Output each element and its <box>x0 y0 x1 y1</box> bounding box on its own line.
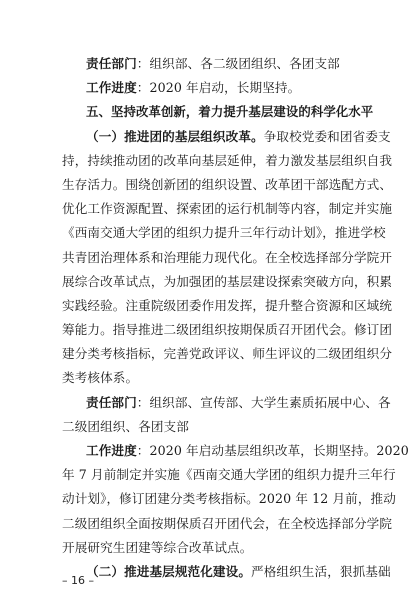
paragraph-line: 共青团治理体系和治理能力现代化。在全校选择部分学院开 <box>62 249 393 265</box>
responsible-dept-label: 责任部门 <box>86 56 137 71</box>
subsection-title: （二）推进基层规范化建设。 <box>86 563 252 579</box>
responsible-dept-text: ：组织部、各二级团组织、各团支部 <box>136 56 340 71</box>
work-progress-line <box>62 439 409 463</box>
paragraph-line <box>62 560 391 584</box>
paragraph-line: 优化工作资源配置、探索团的运行机制等内容，制定并实施 <box>62 201 393 217</box>
work-progress-text-continued: 二级团组织全面按期保质召开团代会，在全校选择部分学院 <box>62 515 393 531</box>
responsible-dept-label: 责任部门 <box>86 394 137 410</box>
page-number: – 16 – <box>62 574 94 587</box>
paragraph-line: 类考核体系。 <box>62 370 139 386</box>
paragraph-line <box>62 125 391 149</box>
paragraph-line: 生存活力。围绕创新团的组织设置、改革团干部选配方式、 <box>62 176 393 192</box>
section-heading: 五、坚持改革创新，着力提升基层建设的科学化水平 <box>86 104 374 120</box>
responsible-dept-line <box>62 52 368 76</box>
work-progress-text: ：2020 年启动，长期坚持。 <box>136 80 301 96</box>
paragraph-text: 争取校党委和团省委支 <box>263 128 391 144</box>
work-progress-text-continued: 年 7 月前制定并实施《西南交通大学团的组织力提升三年行 <box>62 467 396 483</box>
work-progress-text-continued: 动计划》，修订团建分类考核指标。2020 年 12 月前，推动 <box>62 491 396 507</box>
responsible-dept-line <box>62 391 391 415</box>
subsection-title: （一）推进团的基层组织改革。 <box>86 128 264 144</box>
work-progress-text: ：2020 年启动基层组织改革，长期坚持。2020 <box>136 443 409 458</box>
paragraph-line: 持，持续推动团的改革向基层延伸，着力激发基层组织自我 <box>62 152 393 168</box>
responsible-dept-text: ：组织部、宣传部、大学生素质拓展中心、各 <box>136 394 391 410</box>
paragraph-line: 实践经验。注重院级团委作用发挥，提升整合资源和区域统 <box>62 297 393 313</box>
responsible-dept-text-continued: 二级团组织、各团支部 <box>62 418 189 434</box>
paragraph-line: 建分类考核指标，完善党政评议、师生评议的二级团组织分 <box>62 346 393 362</box>
paragraph-text: 严格组织生活，狠抓基础 <box>251 563 391 579</box>
work-progress-line <box>62 76 368 100</box>
paragraph-line: 展综合改革试点，为加强团的基层建设探索突破方向，积累 <box>62 273 393 289</box>
paragraph-line: 筹能力。指导推进二级团组织按期保质召开团代会。修订团 <box>62 322 393 338</box>
work-progress-text-continued: 开展研究生团建等综合改革试点。 <box>62 539 253 555</box>
paragraph-line: 《西南交通大学团的组织力提升三年行动计划》，推进学校 <box>62 225 386 241</box>
work-progress-label: 工作进度 <box>86 80 137 96</box>
work-progress-label: 工作进度 <box>86 443 137 458</box>
document-page <box>62 52 409 584</box>
